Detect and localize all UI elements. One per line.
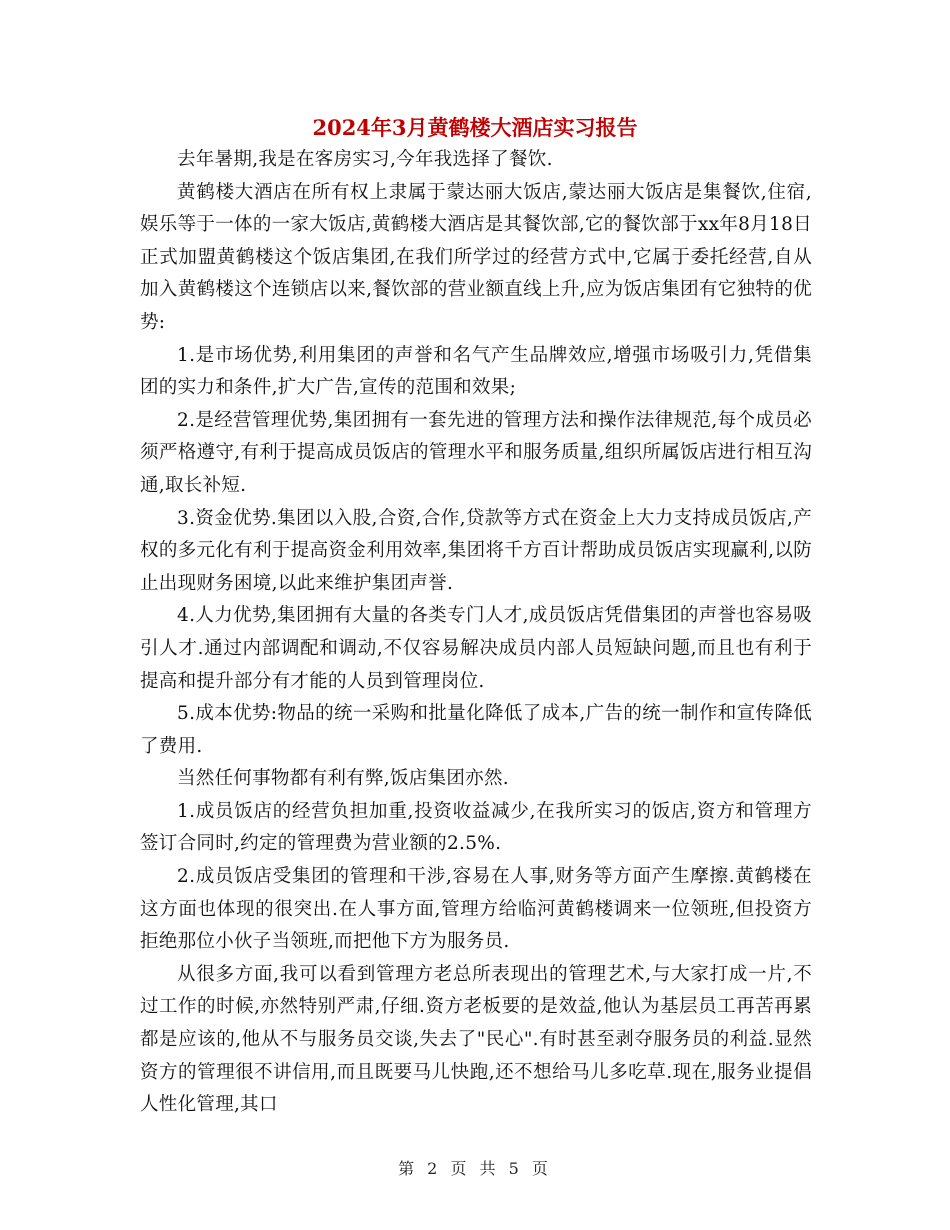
paragraph-9: 1.成员饭店的经营负担加重,投资收益减少,在我所实习的饭店,资方和管理方签订合同时,约定的管理费为营业额的2.5%. (140, 800, 812, 855)
paragraph-7: 5.成本优势:物品的统一采购和批量化降低了成本,广告的统一制作和宣传降低了费用. (140, 703, 812, 757)
paragraph-2: 黄鹤楼大酒店在所有权上隶属于蒙达丽大饭店,蒙达丽大饭店是集餐饮,住宿,娱乐等于一体的一家大饭店,黄鹤楼大酒店是其餐饮部,它的餐饮部于xx年8月18日正式加盟黄鹤楼这个饭店集团,在我们所学过的经营方式中,它属于委托经营,自从加入黄鹤楼这个连锁店以来,餐饮部的营业额直线上升,应为饭店集团有它独特的优势: (140, 181, 812, 333)
paragraph-10: 2.成员饭店受集团的管理和干涉,容易在人事,财务等方面产生摩擦.黄鹤楼在这方面也体现的很突出.在人事方面,管理方给临河黄鹤楼调来一位领班,但投资方拒绝那位小伙子当领班,而把他下方为服务员. (140, 866, 812, 953)
paragraph-5: 3.资金优势.集团以入股,合资,合作,贷款等方式在资金上大力支持成员饭店,产权的多元化有利于提高资金利用效率,集团将千方百计帮助成员饭店实现赢利,以防止出现财务困境,以此来维护集团声誉. (140, 507, 812, 594)
page-number-footer: 第 2 页 共 5 页 (398, 1159, 552, 1178)
paragraph-4: 2.是经营管理优势,集团拥有一套先进的管理方法和操作法律规范,每个成员必须严格遵守,有利于提高成员饭店的管理水平和服务质量,组织所属饭店进行相互沟通,取长补短. (140, 409, 812, 496)
document-title: 2024年3月黄鹤楼大酒店实习报告 (312, 115, 638, 140)
paragraph-3: 1.是市场优势,利用集团的声誉和名气产生品牌效应,增强市场吸引力,凭借集团的实力和条件,扩大广告,宣传的范围和效果; (140, 344, 812, 399)
paragraph-6: 4.人力优势,集团拥有大量的各类专门人才,成员饭店凭借集团的声誉也容易吸引人才.通过内部调配和调动,不仅容易解决成员内部人员短缺问题,而且也有利于提高和提升部分有才能的人员到管理岗位. (140, 605, 812, 692)
paragraph-11: 从很多方面,我可以看到管理方老总所表现出的管理艺术,与大家打成一片,不过工作的时候,亦然特别严肃,仔细.资方老板要的是效益,他认为基层员工再苦再累都是应该的,他从不与服务员交谈,失去了"民心".有时甚至剥夺服务员的利益.显然资方的管理很不讲信用,而且既要马儿快跑,还不想给马儿多吃草.现在,服务业提倡人性化管理,其口 (140, 963, 812, 1116)
document-body (140, 144, 812, 1122)
paragraph-1: 去年暑期,我是在客房实习,今年我选择了餐饮. (177, 149, 553, 170)
paragraph-8: 当然任何事物都有利有弊,饭店集团亦然. (177, 768, 509, 790)
